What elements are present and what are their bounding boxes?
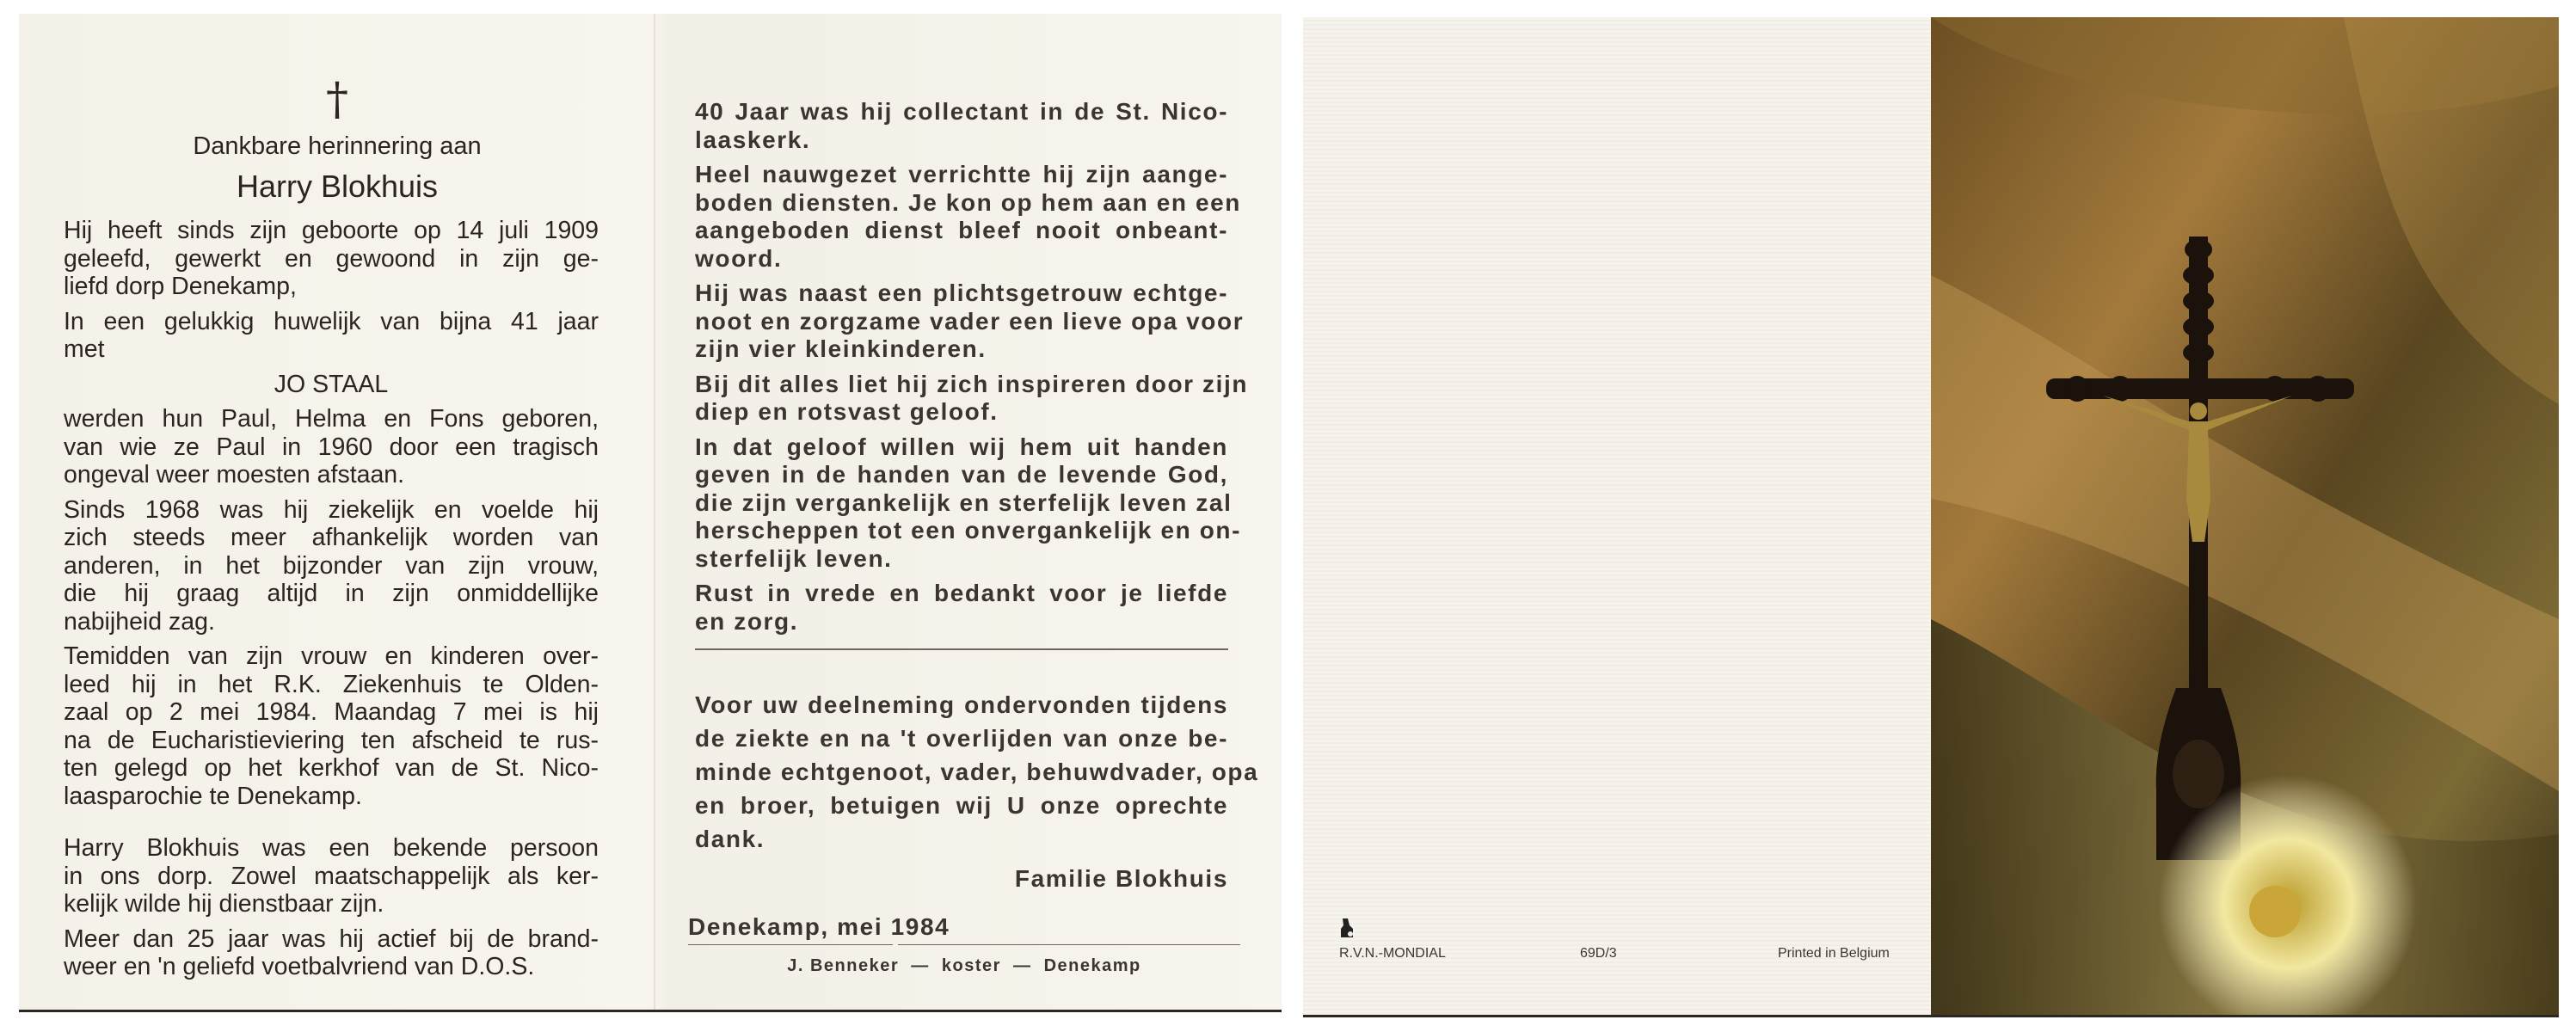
text-line: minde echtgenoot, vader, behuwdvader, opa — [695, 759, 1259, 785]
paragraph — [64, 371, 599, 399]
linen-back-panel — [1303, 17, 1931, 1015]
text-line: na de Eucharistieviering ten afscheid te rus- — [64, 726, 599, 754]
place-date: Denekamp, mei 1984 — [688, 913, 950, 940]
text-line: Bij dit alles liet hij zich inspireren door zijn — [695, 370, 1249, 397]
paragraph — [695, 580, 1228, 636]
text-line: laasparochie te Denekamp. — [64, 782, 362, 810]
text-line: In een gelukkig huwelijk van bijna 41 jaar — [64, 307, 599, 335]
text-line: geleefd, gewerkt en gewoond in zijn ge- — [64, 244, 599, 273]
text-line: 40 Jaar was hij collectant in de St. Nico- — [695, 98, 1228, 125]
paragraph — [64, 925, 599, 981]
text-line: Hij heeft sinds zijn geboorte op 14 juli 1909 — [64, 217, 599, 244]
text-line: Temidden van zijn vrouw en kinderen over- — [64, 642, 599, 670]
text-line: ten gelegd op het kerkhof van de St. Nico- — [64, 754, 599, 782]
text-line: en zorg. — [695, 607, 799, 635]
paragraph — [695, 433, 1242, 574]
paragraph — [64, 642, 599, 810]
text-line: Sinds 1968 was hij ziekelijk en voelde hij — [64, 495, 599, 524]
text-line: die hij graag altijd in zijn onmiddellijke — [64, 580, 599, 607]
text-line: Voor uw deelneming ondervonden tijdens — [695, 691, 1228, 718]
printed-in-label: Printed in Belgium — [1778, 946, 1890, 961]
text-line: herscheppen tot een onvergankelijk en on- — [695, 517, 1242, 544]
paragraph — [695, 280, 1245, 364]
text-line: en broer, betuigen wij U onze oprechte — [695, 792, 1228, 819]
deceased-name: Harry Blokhuis — [236, 169, 439, 204]
text-line: diep en rotsvast geloof. — [695, 398, 999, 425]
text-line: zich steeds meer afhankelijk worden van — [64, 524, 599, 551]
text-line: weer en 'n geliefd voetbalvriend van D.O.S. — [64, 953, 535, 980]
paragraph — [64, 308, 599, 364]
divider — [688, 944, 893, 945]
chess-piece-icon — [1339, 917, 1355, 939]
paragraph — [695, 161, 1242, 273]
paragraph — [64, 496, 599, 636]
memorial-card-back — [1303, 17, 2559, 1015]
text-line: laaskerk. — [695, 126, 811, 153]
text-line: noot en zorgzame vader een lieve opa voor — [695, 307, 1245, 335]
paragraph — [695, 98, 1228, 154]
thanks-text — [695, 688, 1259, 863]
paragraph — [64, 834, 599, 918]
text-line: leed hij in het R.K. Ziekenhuis te Olden- — [64, 670, 599, 698]
text-line: dank. — [695, 826, 765, 852]
crucifix-photo — [1931, 17, 2559, 1015]
paragraph — [695, 688, 1259, 856]
paragraph — [695, 370, 1249, 427]
card-code: 69D/3 — [1580, 946, 1617, 961]
text-line: geven in de handen van de levende God, — [695, 461, 1228, 488]
text-line: de ziekte en na 't overlijden van onze be- — [695, 725, 1228, 752]
text-line: liefd dorp Denekamp, — [64, 273, 297, 300]
text-line: In dat geloof willen wij hem uit handen — [695, 433, 1228, 460]
text-line: Meer dan 25 jaar was hij actief bij de brand- — [64, 924, 599, 953]
paragraph — [64, 217, 599, 301]
text-line: kelijk wilde hij dienstbaar zijn. — [64, 890, 384, 918]
text-line: nabijheid zag. — [64, 607, 215, 636]
text-line: JO STAAL — [274, 370, 389, 398]
text-line: zaal op 2 mei 1984. Maandag 7 mei is hij — [64, 698, 599, 726]
family-signature: Familie Blokhuis — [1014, 865, 1228, 892]
printer-credit: J. Benneker — koster — Denekamp — [787, 956, 1141, 975]
text-line: Hij was naast een plichtsgetrouw echtge- — [695, 280, 1228, 306]
text-line: Rust in vrede en bedankt voor je liefde — [695, 580, 1228, 606]
publisher-label: R.V.N.-MONDIAL — [1339, 946, 1446, 961]
paragraph — [64, 405, 599, 489]
cross-icon: † — [326, 74, 348, 126]
middle-panel-text — [695, 98, 1249, 642]
divider — [695, 648, 1228, 650]
text-line: Harry Blokhuis was een bekende persoon — [64, 834, 599, 862]
divider — [898, 944, 1240, 945]
text-line: Heel nauwgezet verrichtte hij zijn aange- — [695, 161, 1228, 187]
text-line: boden diensten. Je kon op hem aan en een — [695, 188, 1242, 216]
memorial-card-inside — [19, 14, 1282, 1010]
text-line: van wie ze Paul in 1960 door een tragisch — [64, 433, 599, 461]
text-line: werden hun Paul, Helma en Fons geboren, — [64, 405, 599, 433]
text-line: met — [64, 335, 105, 363]
text-line: in ons dorp. Zowel maatschappelijk als ker- — [64, 862, 599, 890]
intro-text: Dankbare herinnering aan — [193, 132, 482, 160]
text-line: die zijn vergankelijk en sterfelijk leven zal — [695, 488, 1233, 516]
card-fold — [654, 14, 655, 1010]
text-line: anderen, in het bijzonder van zijn vrouw, — [64, 551, 599, 580]
text-line: woord. — [695, 244, 783, 272]
text-line: aangeboden dienst bleef nooit onbeant- — [695, 217, 1228, 243]
left-panel-text — [64, 217, 599, 988]
text-line: ongeval weer moesten afstaan. — [64, 461, 405, 488]
text-line: zijn vier kleinkinderen. — [695, 335, 987, 362]
text-line: sterfelijk leven. — [695, 544, 893, 572]
